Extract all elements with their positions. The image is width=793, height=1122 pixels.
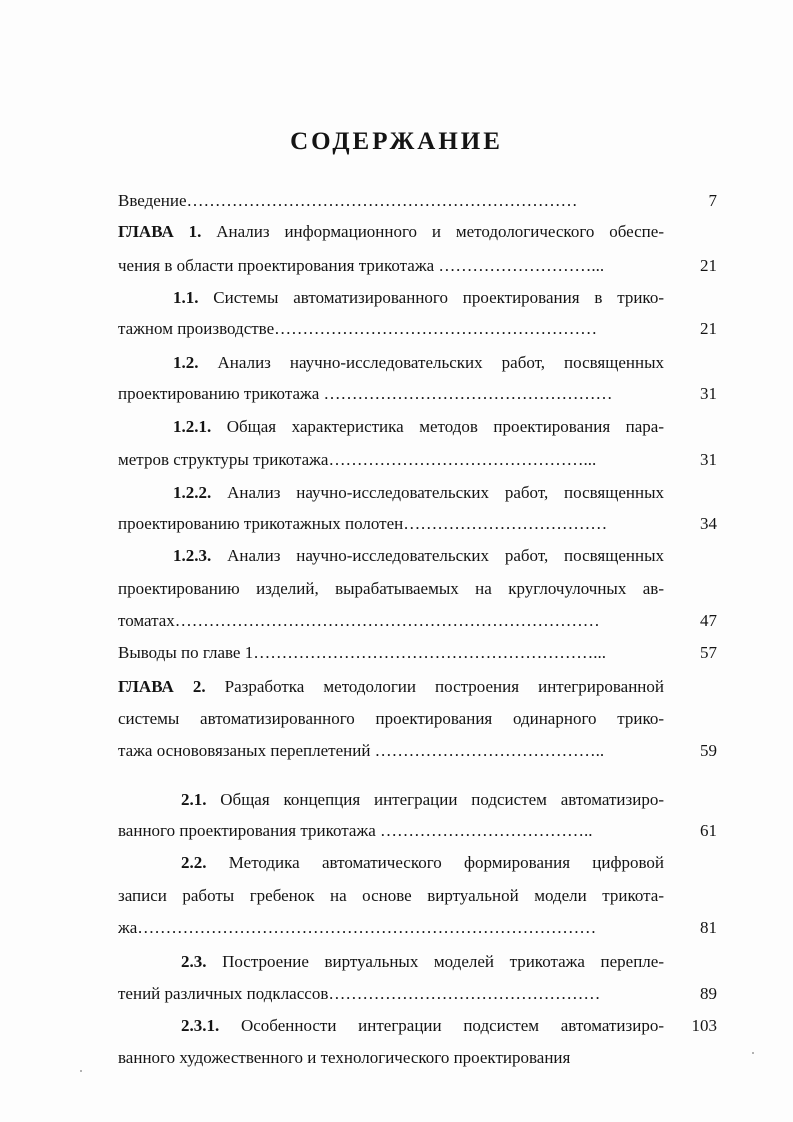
toc-line	[118, 383, 664, 405]
toc-line	[118, 708, 664, 730]
toc-line	[118, 578, 664, 600]
page-number: 7	[708, 191, 717, 210]
toc-text: Анализ научно-исследовательских работ, посвященных	[211, 546, 664, 565]
toc-text: жа………………………………………………………………………	[118, 918, 597, 937]
toc-line	[181, 852, 664, 874]
section-number: ГЛАВА 1.	[118, 222, 202, 241]
section-number: 2.2.	[181, 853, 207, 872]
toc-text: системы автоматизированного проектирования одинарного трико-	[118, 709, 664, 728]
toc-text: Анализ научно-исследовательских работ, посвященных	[211, 483, 664, 502]
toc-line	[118, 255, 664, 277]
scan-speck	[752, 1052, 754, 1054]
page-number: 21	[700, 319, 717, 338]
toc-line	[181, 951, 664, 973]
toc-line	[118, 221, 664, 243]
toc-line	[118, 190, 664, 212]
page-number: 21	[700, 256, 717, 275]
page-number: 59	[700, 741, 717, 760]
toc-text: ванного проектирования трикотажа ………………………………..	[118, 821, 593, 840]
toc-text: проектированию трикотажа ……………………………………………	[118, 384, 613, 403]
page-number: 31	[700, 450, 717, 469]
toc-line	[118, 1047, 664, 1069]
page-number: 81	[700, 918, 717, 937]
toc-text: Введение……………………………………………………………	[118, 191, 578, 210]
toc-line	[118, 885, 664, 907]
toc-text: Разработка методологии построения интегрированной	[205, 677, 664, 696]
toc-text: проектированию трикотажных полотен………………………………	[118, 514, 608, 533]
toc-text: Построение виртуальных моделей трикотажа перепле-	[206, 952, 664, 971]
toc-text: метров структуры трикотажа………………………………………...	[118, 450, 597, 469]
page-number: 47	[700, 611, 717, 630]
toc-text: Общая характеристика методов проектирования пара-	[211, 417, 664, 436]
section-number: 1.1.	[173, 288, 199, 307]
toc-text: Анализ информационного и методологического обеспе-	[201, 222, 664, 241]
toc-line	[118, 513, 664, 535]
section-number: 2.3.1.	[181, 1016, 220, 1035]
toc-text: записи работы гребенок на основе виртуальной модели трикота-	[118, 886, 664, 905]
toc-line	[118, 642, 664, 664]
section-number: 1.2.3.	[173, 546, 212, 565]
toc-line	[173, 287, 664, 309]
page-number: 57	[700, 643, 717, 662]
toc-text: Системы автоматизированного проектирования в трико-	[198, 288, 664, 307]
page-number: 31	[700, 384, 717, 403]
section-number: 1.2.1.	[173, 417, 212, 436]
toc-text: Анализ научно-исследовательских работ, посвященных	[198, 353, 664, 372]
toc-text: Выводы по главе 1……………………………………………………...	[118, 643, 606, 662]
toc-line	[181, 789, 664, 811]
toc-text: томатах…………………………………………………………………	[118, 611, 600, 630]
scan-speck	[80, 1070, 82, 1072]
toc-line	[118, 318, 664, 340]
toc-text: тений различных подклассов…………………………………………	[118, 984, 601, 1003]
toc-line	[118, 676, 664, 698]
page-number: 61	[700, 821, 717, 840]
toc-text: Особенности интеграции подсистем автоматизиро-	[219, 1016, 664, 1035]
toc-line	[118, 449, 664, 471]
toc-text: тажа основовязаных переплетений …………………………………..	[118, 741, 605, 760]
page-number: 89	[700, 984, 717, 1003]
toc-line	[173, 352, 664, 374]
toc-line	[118, 740, 664, 762]
toc-text: тажном производстве…………………………………………………	[118, 319, 598, 338]
section-number: 1.2.	[173, 353, 199, 372]
page-number: 103	[691, 1016, 717, 1035]
toc-line	[173, 482, 664, 504]
toc-line	[118, 820, 664, 842]
page-number: 34	[700, 514, 717, 533]
section-number: 2.1.	[181, 790, 207, 809]
toc-line	[118, 983, 664, 1005]
toc-text: проектированию изделий, вырабатываемых на круглочулочных ав-	[118, 579, 664, 598]
section-number: 1.2.2.	[173, 483, 212, 502]
toc-line	[118, 917, 664, 939]
toc-text: Методика автоматического формирования цифровой	[206, 853, 664, 872]
page-title: СОДЕРЖАНИЕ	[290, 128, 503, 155]
toc-text: Общая концепция интеграции подсистем автоматизиро-	[206, 790, 664, 809]
toc-text: ванного художественного и технологического проектирования	[118, 1048, 571, 1067]
toc-line	[181, 1015, 664, 1037]
toc-line	[173, 545, 664, 567]
section-number: 2.3.	[181, 952, 207, 971]
toc-line	[173, 416, 664, 438]
section-number: ГЛАВА 2.	[118, 677, 206, 696]
toc-text: чения в области проектирования трикотажа ………………………...	[118, 256, 605, 275]
toc-line	[118, 610, 664, 632]
